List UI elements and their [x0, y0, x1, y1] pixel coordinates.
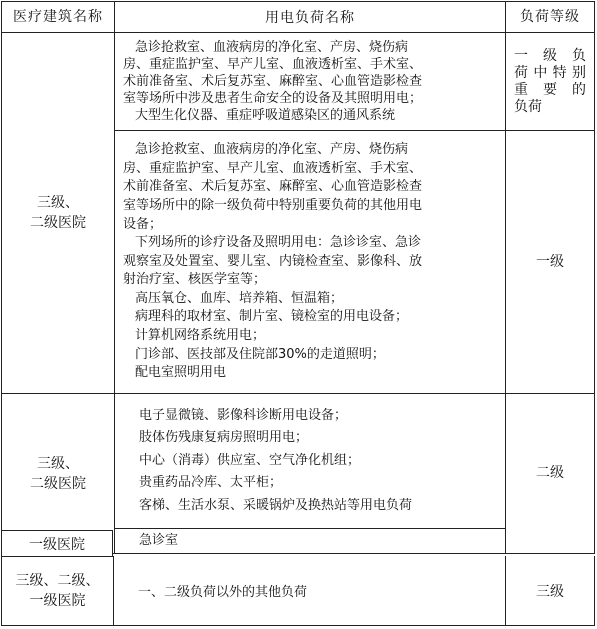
header-load-name: 用电负荷名称 [115, 2, 506, 33]
building-line: 一级医院 [29, 592, 86, 609]
load-line: 配电室照明用电 [135, 365, 227, 381]
load-line: 病理科的取材室、制片室、镜检室的用电设备； [135, 309, 409, 325]
load-line: 房、重症监护室、早产儿室、血液透析室、手术室、 [123, 160, 423, 176]
load-line: 下列场所的诊疗设备及照明用电：急诊诊室、急诊 [135, 235, 422, 251]
building-line: 三级、二级、 [15, 572, 100, 589]
load-line: 观察室及处置室、婴儿室、内镜检查室、影像科、放 [123, 253, 423, 269]
load-line: 室等场所中的除一级负荷中特别重要负荷的其他用电 [123, 197, 423, 213]
load-cell [115, 394, 506, 529]
level-cell [506, 33, 595, 131]
load-line: 房、重症监护室、早产儿室、血液透析室、手术室、 [123, 57, 423, 72]
level-line: 荷中特别 [514, 64, 586, 81]
level-line: 一级负 [514, 47, 586, 64]
load-line: 中心（消毒）供应室、空气净化机组； [139, 452, 361, 468]
building-line: 二级医院 [30, 215, 86, 231]
load-line: 急诊抢救室、血液病房的净化室、产房、烧伤病 [135, 142, 409, 158]
level-cell: 二级 [506, 394, 595, 554]
load-line: 计算机网络系统用电； [135, 328, 266, 344]
building-line: 三级、 [37, 195, 79, 211]
header-building-name: 医疗建筑名称 [2, 2, 115, 33]
load-line: 术前准备室、术后复苏室、麻醉室、心血管造影检查 [123, 179, 423, 195]
load-line: 一、二级负荷以外的其他负荷 [138, 585, 308, 600]
load-line: 急诊抢救室、血液病房的净化室、产房、烧伤病 [135, 40, 409, 55]
load-line: 设备； [123, 216, 163, 232]
table-row [2, 394, 595, 529]
load-line: 电子显微镜、影像科诊断用电设备； [139, 407, 348, 423]
level-text: 三级 [536, 583, 564, 600]
building-cell [2, 556, 114, 625]
building-line: 二级医院 [30, 475, 86, 492]
building-line: 三级、 [37, 455, 79, 472]
level-cell: 一级 [506, 131, 595, 394]
level-line: 负荷 [514, 98, 542, 115]
load-line: 大型生化仪器、重症呼吸道感染区的通风系统 [135, 108, 396, 123]
load-line: 高压氧仓、血库、培养箱、恒温箱； [135, 290, 344, 306]
load-line: 室等场所中涉及患者生命安全的设备及其照明用电； [123, 91, 423, 106]
table-row [2, 33, 595, 131]
header-row [2, 2, 595, 33]
load-line: 肢体伤残康复病房照明用电； [139, 430, 309, 446]
load-line: 门诊部、医技部及住院部30%的走道照明； [135, 346, 385, 362]
load-line: 贵重药品冷库、太平柜； [139, 475, 283, 491]
load-line: 术前准备室、术后复苏室、麻醉室、心血管造影检查 [123, 74, 423, 89]
table-row-last [1, 556, 595, 626]
load-cell [115, 131, 506, 394]
building-cell [2, 33, 115, 394]
level-cell [506, 556, 594, 625]
load-line: 客梯、生活水泵、采暖锅炉及换热站等用电负荷 [139, 497, 413, 513]
load-classification-table [1, 1, 595, 554]
load-cell [114, 556, 506, 625]
load-cell [115, 33, 506, 131]
level-line: 重要的 [514, 81, 586, 98]
header-load-level: 负荷等级 [506, 2, 595, 33]
load-line: 射治疗室、核医学室等； [123, 272, 267, 288]
building-cell: 一级医院 [29, 536, 85, 553]
load-cell: 急诊室 [115, 529, 506, 554]
row-level1-hospital [1, 530, 113, 557]
